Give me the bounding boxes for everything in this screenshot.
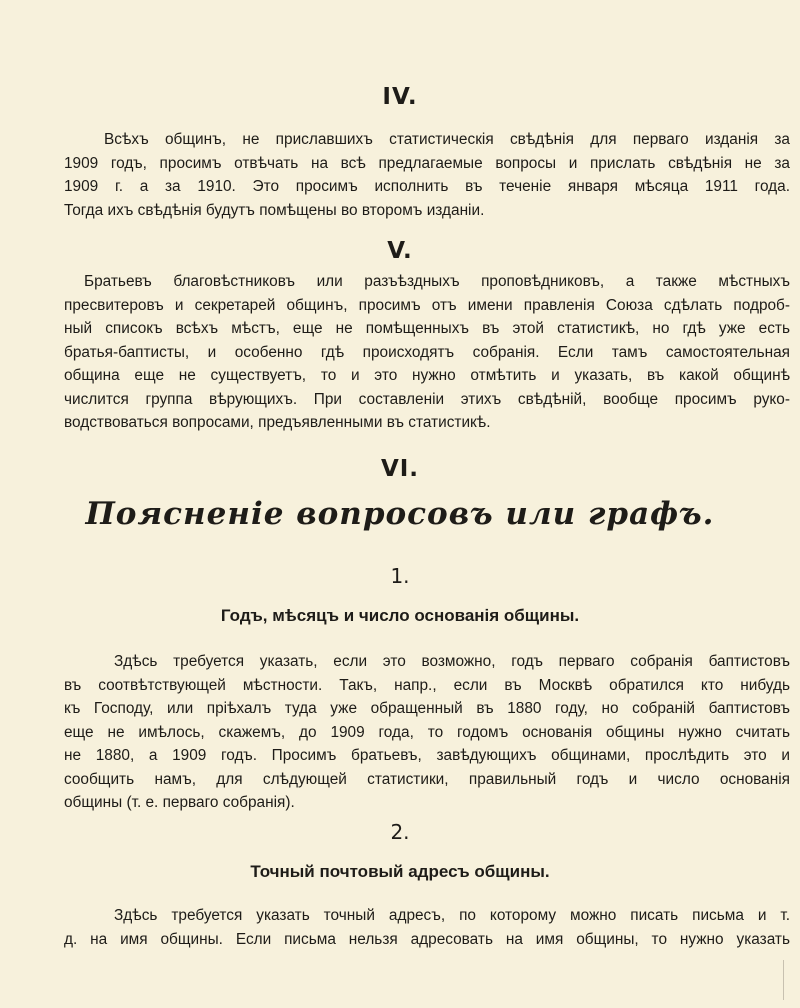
paragraph-iv <box>64 128 790 222</box>
text-line: 1909 годъ, просимъ отвѣчать на всѣ предлагаемые вопросы и прислать свѣдѣнія не за <box>64 154 790 172</box>
text-line: сообщить намъ, для слѣдующей статистики, правильный годъ и число основанія <box>64 770 790 788</box>
text-line: Здѣсь требуется указать, если это возможно, годъ перваго собранія баптистовъ <box>114 653 790 670</box>
paragraph-item-2 <box>64 904 790 951</box>
text-line: къ Господу, или пріѣхалъ туда уже обращенный въ 1880 году, но собраній баптистовъ <box>64 700 790 717</box>
item-number-1: 1. <box>390 564 410 588</box>
paragraph-v <box>64 270 790 435</box>
text-line: община еще не существуетъ, то и это нужно отмѣтить и указать, въ какой общинѣ <box>64 367 790 384</box>
text-line: пресвитеровъ и секретарей общинъ, просимъ отъ имени правленія Союза сдѣлать подроб- <box>64 296 790 314</box>
section-numeral-v: V. <box>387 238 413 264</box>
text-line: въ соотвѣтствующей мѣстности. Такъ, напр., если въ Москвѣ обратился кто нибудь <box>64 676 790 694</box>
text-line: братья-баптисты, и особенно гдѣ происходятъ собранія. Если тамъ самостоятельная <box>64 343 790 361</box>
text-line: не 1880, а 1909 годъ. Просимъ братьевъ, завѣдующихъ общинами, прослѣдить это и <box>64 747 790 764</box>
page-edge-mark <box>783 960 796 1000</box>
section-numeral-iv: IV. <box>382 84 418 110</box>
text-line: ный списокъ всѣхъ мѣстъ, еще не помѣщенныхъ въ этой статистикѣ, но гдѣ уже есть <box>64 320 790 337</box>
text-line: еще не имѣлось, скажемъ, до 1909 года, то годомъ основанія общины нужно считать <box>64 723 790 741</box>
item-number-2: 2. <box>390 820 410 844</box>
text-line: водствоваться вопросами, предъявленными въ статистикѣ. <box>64 414 491 431</box>
text-line: д. на имя общины. Если письма нельзя адресовать на имя общины, то нужно указать <box>64 930 790 948</box>
section-numeral-vi: VI. <box>380 456 420 482</box>
text-line: Всѣхъ общинъ, не приславшихъ статистическія свѣдѣнія для перваго изданія за <box>104 131 790 148</box>
item-heading-1: Годъ, мѣсяцъ и число основанія общины. <box>220 606 580 625</box>
text-line: общины (т. е. перваго собранія). <box>64 794 295 811</box>
section-title: Поясненіе вопросовъ или графъ. <box>85 496 715 532</box>
text-line: Братьевъ благовѣстниковъ или разъѣздныхъ проповѣдниковъ, а также мѣстныхъ <box>84 273 790 290</box>
text-line: 1909 г. а за 1910. Это просимъ исполнить въ теченіе января мѣсяца 1911 года. <box>64 178 790 195</box>
paragraph-item-1 <box>64 650 790 815</box>
text-line: числится группа вѣрующихъ. При составленіи этихъ свѣдѣній, вообще просимъ руко- <box>64 390 790 408</box>
item-heading-2: Точный почтовый адресъ общины. <box>250 862 550 881</box>
text-line: Тогда ихъ свѣдѣнія будутъ помѣщены во второмъ изданіи. <box>64 201 485 219</box>
text-line: Здѣсь требуется указать точный адресъ, по которому можно писать письма и т. <box>114 907 790 924</box>
